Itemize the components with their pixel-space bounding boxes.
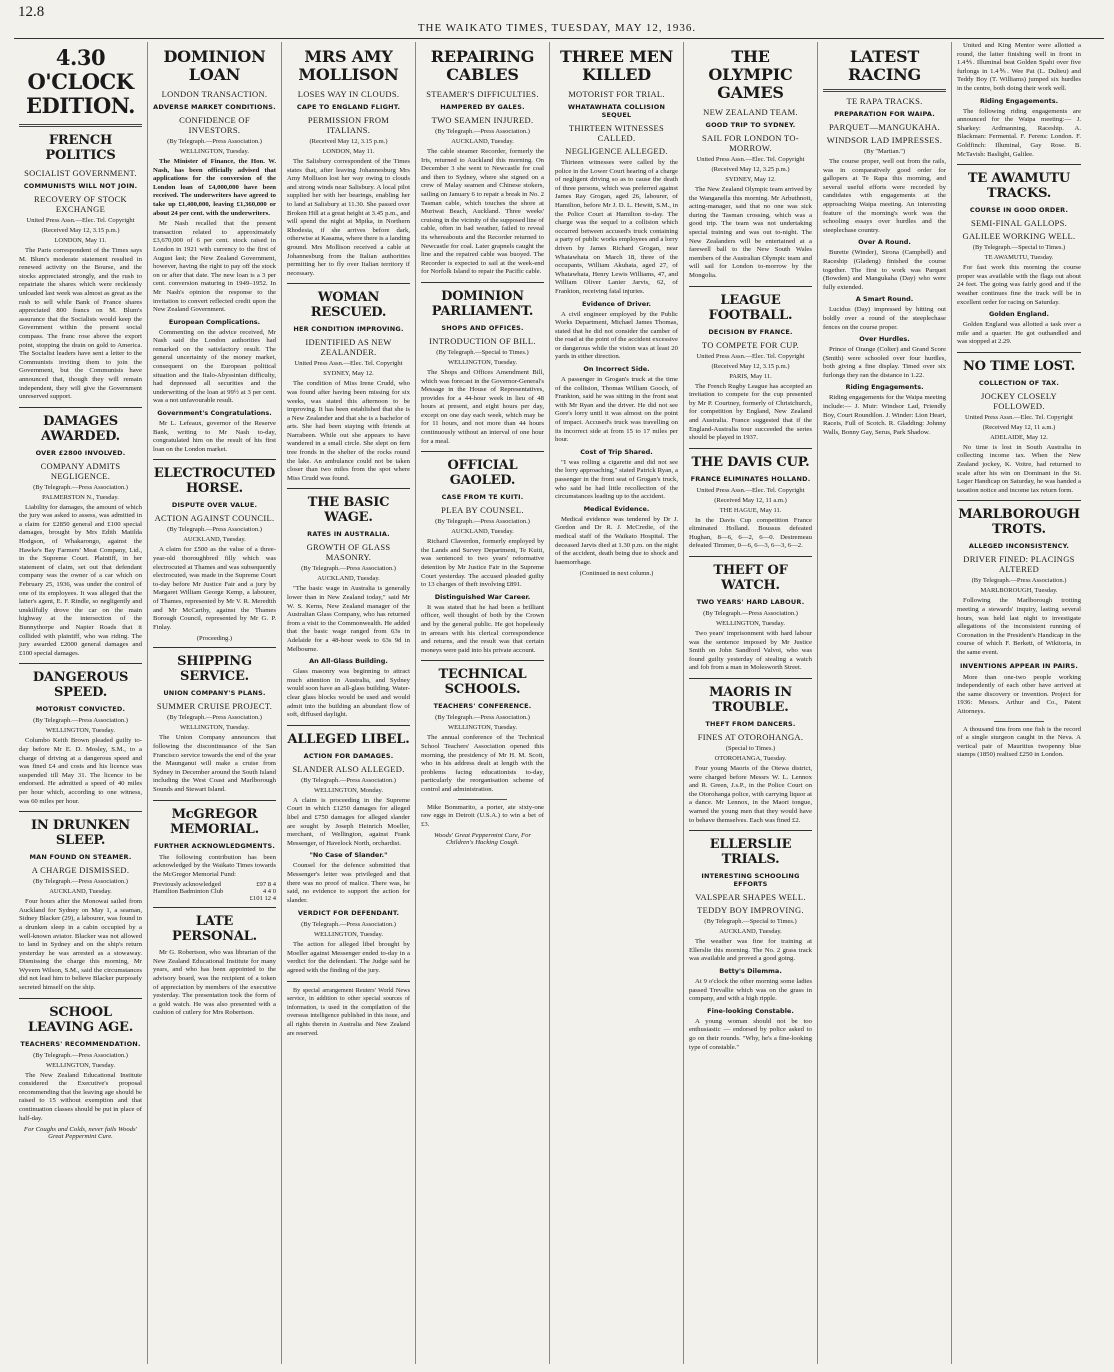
divider: [153, 647, 276, 648]
divider: [287, 981, 410, 982]
riding-body: The following riding engagements are announced for the Waipa meeting:— J. Sharkey: Ardmanning, Raceship. A. Blackman: Fermental. F. Ferens: London. F. Goldfinch: Illuminal, Gay Rose. B. McTavish: Baslight, Galilee.: [957, 107, 1081, 158]
killed-body-4: "I was rolling a cigarette and did not see the lorry approaching," stated Patrick Ryan, a passenger in the front seat of Grogan's truck, who said he had little recollection of the circumstances leading up to the accident.: [555, 458, 678, 501]
shipping-byline: (By Telegraph.—Press Association.): [167, 714, 262, 722]
libel-byline: (By Telegraph.—Press Association.): [301, 776, 396, 784]
league-dateline: PARIS, May 11.: [729, 372, 772, 380]
cables-dateline: AUCKLAND, Tuesday.: [451, 138, 514, 145]
drunken-dateline: AUCKLAND, Tuesday.: [49, 888, 112, 896]
inventions-subhead: INVENTIONS APPEAR IN PAIRS.: [959, 661, 1079, 670]
divider: [689, 448, 812, 449]
marlborough-byline: (By Telegraph.—Press Association.): [971, 577, 1067, 585]
gaoled-byline: (By Telegraph.—Press Association.): [435, 518, 530, 526]
maoris-dateline: OTOROHANGA, Tuesday.: [714, 755, 787, 763]
killed-subhead-medical: Medical Evidence.: [583, 504, 650, 513]
te-awamutu-subhead-4: Golden England.: [988, 310, 1050, 319]
basic-subhead-3: An All-Glass Building.: [309, 657, 388, 666]
electro-subhead-1: DISPUTE OVER VALUE.: [171, 501, 258, 510]
mollison-received: (Received May 12, 3.15 p.m.): [309, 138, 388, 145]
dominion-loan-headline: DOMINION LOAN: [163, 47, 266, 84]
ellerslie-subhead-5: Fine-looking Constable.: [707, 1006, 794, 1015]
school-dateline: WELLINGTON, Tuesday.: [46, 1061, 115, 1069]
damages-subhead-1: OVER £2800 INVOLVED.: [35, 448, 126, 457]
column-7: [818, 42, 952, 1364]
divider: [689, 286, 812, 287]
french-politics-headline: FRENCH POLITICS: [45, 133, 116, 163]
basic-subhead-1: RATES IN AUSTRALIA.: [307, 530, 390, 539]
technical-schools-headline: TECHNICAL SCHOOLS.: [438, 667, 527, 698]
ellerslie-body-3: A young woman should not be too enthusiastic — endorsed by police asked to go on their rounds. "Why, he's a fine-looking type of constable.": [689, 1017, 812, 1051]
divider: [957, 500, 1081, 501]
killed-subhead-cost: Cost of Trip Shared.: [580, 447, 653, 456]
te-awamutu-byline: (By Telegraph.—Special to Times.): [972, 244, 1066, 252]
divider: [287, 283, 410, 284]
killed-subhead-2: WHATAWHATA COLLISION SEQUEL: [567, 103, 666, 119]
ellerslie-byline: (By Telegraph.—Special to Times.): [704, 918, 797, 926]
no-time-subhead-2: JOCKEY CLOSELY FOLLOWED.: [981, 390, 1057, 411]
column-4: [416, 42, 550, 1364]
drunken-byline: (By Telegraph.—Press Association.): [33, 878, 128, 886]
technical-subhead: TEACHERS' CONFERENCE.: [433, 702, 532, 711]
theft-body: Two years' imprisonment with hard labour was the sentence imposed by Mr Justice Smith on John Sandford Valvoi, who was found guilty yesterday of stealing a watch and fob from a man in Molesworth Street.: [689, 630, 812, 672]
te-awamutu-body: For fast work this morning the course proper was available with the flags out about 24 feet. The going was fairly good and if the weather continues fine the track will be in excellent order for racing on Saturday.: [957, 264, 1081, 306]
te-rapa-subhead-smart: A Smart Round.: [855, 295, 914, 304]
french-credit: United Press Assn.—Elec. Tel. Copyright: [26, 217, 135, 224]
damages-byline: (By Telegraph.—Press Association.): [33, 483, 128, 491]
league-received: (Received May 12, 3.15 p.m.): [711, 362, 790, 370]
te-rapa-subhead-1: PREPARATION FOR WAIPA.: [834, 110, 935, 118]
shipping-body: The Union Company announces that following the discontinuance of the San Francisco service towards the end of the year the Maunganui will make a cruise from Sydney in December around the South Island including the West Coast and Marlborough Sounds and Stewart Island.: [153, 734, 276, 793]
racing-rule: [823, 89, 946, 92]
inventions-body: More than one-two people working independently of each other have arrived at the same discovery or invention. Project for 1936: Messrs. Arthur and Co., Patent Attorneys.: [957, 673, 1081, 715]
marlborough-subhead-2: DRIVER FINED: PLACINGS ALTERED: [963, 554, 1075, 575]
league-credit: United Press Assn.—Elec. Tel. Copyright: [696, 352, 805, 360]
technical-dateline: WELLINGTON, Tuesday.: [448, 724, 517, 732]
killed-subhead-4: NEGLIGENCE ALLEGED.: [565, 146, 668, 156]
loan-body: Mr Nash recalled that the present transaction related to approximately £3,670,000 of 6 per cent. stock raised in London in 1921 with currency to the first of August last; the New Zealand Government, however, having the right to pay off the stock on or after that date. The new loan is a 3 per cent. conversion maturing in 1949–1952. In Mr Nash's opinion the response to the invitation to convert reflected credit upon the New Zealand Government.: [153, 220, 276, 314]
olympic-body: The New Zealand Olympic team arrived by the Wanganella this morning. Mr Arbuthnott, acting-manager, said that no one was sick during the Tasman crossing, which was a good trip. The team was not undertaking special training and was out to-night. The New Zealanders will be entertained at a farewell ball to the New South Wales members of the Australian Olympic team and will sail for London to-morrow by the Mongolia.: [689, 186, 812, 279]
libel-subhead-2: SLANDER ALSO ALLEGED.: [292, 763, 405, 774]
personal-body: Mr G. Robertson, who was librarian of the New Zealand Educational Institute for many years, and who has been appointed to the advisory board, was the recipient of a token of appreciation by members of the executive yesterday. The presentation took the form of a gold watch. He was also presented with a cushion of cutlery for Mrs Robertson.: [153, 949, 276, 1017]
dangerous-body: Columbo Keith Brown pleaded guilty to-day before Mr E. D. Mosley, S.M., to a charge of driving at a dangerous speed and was fined £4 and costs and his licence was suspended till May 31. The licence to be endorsed. He admitted a speed of 40 miles per hour which, according to one witness, was 60 miles per hour.: [19, 737, 142, 805]
divider: [19, 998, 142, 999]
libel-subhead-4: VERDICT FOR DEFENDANT.: [297, 909, 400, 918]
te-awamutu-dateline: TE AWAMUTU, Tuesday.: [984, 254, 1054, 262]
loan-subhead-congrats: Government's Congratulations.: [157, 409, 272, 418]
gaoled-body-2: It was stated that he had been a brilliant officer, well thought of both by the Crown and by the general public. He got hopelessly in arrears with his clerical correspondence and returns, and the result was that certain moneys were paid into his private account.: [421, 603, 544, 654]
loan-dateline: WELLINGTON, Tuesday.: [180, 148, 249, 155]
sturgeon-body: A thousand tins from one fish is the record of a single sturgeon caught in the Neva. A vertical pair of Mauritius twopenny blue stamps (1850) realised £250 in London.: [957, 725, 1081, 759]
theft-dateline: WELLINGTON, Tuesday.: [716, 620, 785, 628]
electro-proceeding: (Proceeding.): [196, 635, 233, 643]
cables-headline: REPAIRING CABLES: [430, 47, 535, 84]
french-received: (Received May 12, 3.15 p.m.): [41, 227, 120, 234]
masthead: [0, 0, 1114, 40]
theft-byline: (By Telegraph.—Press Association.): [703, 610, 798, 618]
loan-subhead-european: European Complications.: [168, 317, 261, 326]
killed-body-3: A passenger in Grogan's truck at the time of the collision, Thomas William Gooch, of Frankton, said he was sitting in the front seat with Mr Ryan and the driver. He did not see Gore's lorry until it was almost on the point of impact. Accused's truck was travelling on its incorrect side at from 15 to 17 miles per hour.: [555, 376, 678, 444]
damages-body: Liability for damages, the amount of which the jury was asked to assess, was admitted in a claim for £2850 general and £100 special damages, brought by Mrs Edith Matilda Hodgson, of Whakarongo, against the Hawke's Bay Farmers' Meat Company, Ltd., in the Supreme Court. Plaintiff, in her statement of claim, set out that defendant company was the owner of a car which on February 25, 1936, was under the control of one of its employees. It was alleged that the latter's agent, E. F. Rindle, so negligently and unskilfully drove the car on the main highway at the intersection of the Bunnythorpe and Napier Roads that it collided with plaintiff, who was riding. The jury awarded £2000 general damages and £100 special damages.: [19, 503, 142, 657]
memorial-row: Previously acknowledged £97 8 4: [153, 881, 276, 889]
loan-subhead-1: LONDON TRANSACTION.: [161, 89, 268, 99]
late-personal-headline: LATE PERSONAL.: [171, 914, 258, 945]
drunken-subhead-2: A CHARGE DISMISSED.: [31, 865, 130, 876]
alleged-libel-headline: ALLEGED LIBEL.: [287, 731, 410, 747]
cables-byline: (By Telegraph.—Press Association.): [435, 128, 530, 135]
electro-body: A claim for £500 as the value of a three-year-old thoroughbred filly which was electrocuted at Thames and was subsequently electrocuted, was made in the Supreme Court to-day before Mr Justice Fair and a jury by Margaret William George Kemp, a labourer, of Thames, represented by Mr V. R. Meredith and Mr McCarthy, against the Thames Borough Council, represented by Mr G. P. Finlay.: [153, 546, 276, 631]
maoris-body: Four young Maoris of the Otewa district, were charged before Messrs W. L. Lennox and R. Green, J.s.P., in the Police Court on the Otorohanga police, with carrying liquor at a dance. Mr Lennox, in the Maori tongue, warned the young men that they would have to behave themselves. Each was fined £2.: [689, 765, 812, 824]
eggs-paragraph: Mike Bommarito, a porter, ate sixty-one raw eggs in Detroit (U.S.A.) to win a bet of £3.: [421, 803, 544, 828]
te-rapa-subhead-hurdles: Over Hurdles.: [859, 335, 910, 344]
electro-subhead-2: ACTION AGAINST COUNCIL.: [154, 513, 275, 524]
ellerslie-dateline: AUCKLAND, Tuesday.: [719, 928, 782, 936]
olympic-subhead-1: NEW ZEALAND TEAM.: [703, 107, 798, 117]
french-dateline: LONDON, May 11.: [54, 237, 107, 244]
loan-byline: (By Telegraph.—Press Association.): [167, 138, 262, 145]
memorial-total: £101 12 4: [249, 895, 276, 903]
maoris-subhead-2: FINES AT OTOROHANGA.: [697, 732, 804, 743]
mollison-dateline: LONDON, May 11.: [322, 148, 375, 155]
te-awamutu-body-2: Golden England was allotted a task over a mile and a quarter. He got outhandled and was stopped at 2.29.: [957, 321, 1081, 346]
loan-body-2: Commenting on the advice received, Mr Nash said the London authorities had remarked on the satisfactory result. The general uncertainty of the money market, consequent on the European political situation and the Italo-Abyssinian difficulty, had depressed all securities and the underwriting of the loan at 99½ at 3 per cent. was a not unfavourable result.: [153, 328, 276, 405]
masthead-title: THE WAIKATO TIMES, TUESDAY, MAY 12, 1936.: [417, 22, 697, 34]
te-rapa-subhead-round: Over A Round.: [858, 238, 911, 247]
loan-subhead-2: ADVERSE MARKET CONDITIONS.: [153, 103, 276, 111]
reuters-notice: By special arrangement Reuters' World News service, in addition to other special sources of information, is used in the compilation of the overseas intelligence published in this issue, and all rights therein in Australia and New Zealand are reserved.: [287, 986, 410, 1037]
ellerslie-body-2: At 9 o'clock the other morning some ladies passed Trevallie which was on the grass in company, and with a high ripple.: [689, 977, 812, 1003]
maoris-subhead-1: THEFT FROM DANCERS.: [705, 720, 796, 729]
cables-body: The cable steamer Recorder, formerly the Iris, returned to Auckland this morning. On December 3 she went to Newcastle for coal and then to Sydney, where she signed on a crew of Malay seamen and Chinese stokers, sailing on January 6 to repair a break in No. 2 Tasman cable, which touches the shore at Muriwai Beach, Auckland. Three weeks' cruising in the vicinity of the supposed line of cable, often in bad weather, failed to reveal its whereabouts and the Recorder returned to Newcastle for coal. Later grapnels caught the line and the repaired cable was buoyed. The Recorder is expected to sail at the week-end for Norfolk Island to repair the Pacific cable.: [421, 148, 544, 276]
te-rapa-body-5: Riding engagements for the Waipa meeting include:— J. Muir: Windsor Lad, Friendly Boy, Court Roundilon. J. Winder: Lion Heart, Raceis, Full of Scotch. R. Gladding: Johnny Walls, Bonny Gay, Serus, Park Shadow.: [823, 394, 946, 436]
maoris-headline: MAORIS IN TROUBLE.: [709, 685, 792, 716]
page-folio: 12.8: [18, 4, 45, 20]
cables-subhead-3: TWO SEAMEN INJURED.: [431, 115, 534, 125]
electro-dateline: AUCKLAND, Tuesday.: [183, 536, 246, 544]
league-body: The French Rugby League has accepted an invitation to compete for the cup presented by Mr P. Courtney, formerly of Christchurch, for competition by England, New Zealand and Australia. France suggested that if the England-Australia tour succeeded the series should be played in 1937.: [689, 382, 812, 442]
woman-dateline: SYDNEY, May 12.: [323, 370, 374, 378]
memorial-table: [153, 881, 276, 902]
te-rapa-subhead-2: PARQUET—MANGUKAHA.: [828, 122, 941, 132]
te-awamutu-headline: TE AWAMUTU TRACKS.: [967, 171, 1071, 202]
divider: [153, 907, 276, 908]
olympic-credit: United Press Assn.—Elec. Tel. Copyright: [696, 156, 805, 163]
te-rapa-body: The course proper, well out from the rails, was in comparatively good order for gallopers at Te Rapa this morning, and several useful efforts were recorded by candidates with engagements at the approaching Waipa meeting. An interesting feature of the morning's work was the schooling essays over hurdles and the steeplechase country.: [823, 158, 946, 234]
woman-rescued-headline: WOMAN RESCUED.: [310, 290, 387, 321]
league-subhead-1: DECISION BY FRANCE.: [708, 327, 793, 336]
column-3: [282, 42, 416, 1364]
column-5: [550, 42, 684, 1364]
davis-credit: United Press Assn.—Elec. Tel. Copyright: [696, 486, 805, 494]
libel-body: A claim is proceeding in the Supreme Court in which £1250 damages for alleged libel and £750 damages for alleged slander are sought by Joseph Heinrich Moeller, merchant, of Wellington, against Frank Messenger, of Havelock North, orchardist.: [287, 796, 410, 847]
te-awamutu-subhead-1: COURSE IN GOOD ORDER.: [969, 206, 1069, 215]
olympic-subhead-2: GOOD TRIP TO SYDNEY.: [705, 121, 796, 129]
no-time-lost-headline: NO TIME LOST.: [962, 358, 1076, 374]
french-subhead-3: RECOVERY OF STOCK EXCHANGE: [34, 194, 127, 214]
parliament-dateline: WELLINGTON, Tuesday.: [448, 358, 517, 366]
parliament-body: The Shops and Offices Amendment Bill, which was forecast in the Governor-General's Message in the House of Representatives, provides for a 44-hour week in lieu of 48 hours at present, and eight hours per day, except on one day each week, which may be for 11 hours, and not more than 44 hours continuously without an interval of one hour for a meal.: [421, 368, 544, 445]
mollison-subhead-2: CAPE TO ENGLAND FLIGHT.: [296, 103, 401, 111]
basic-subhead-2: GROWTH OF GLASS MASONRY.: [306, 542, 391, 563]
latest-racing-headline: LATEST RACING: [847, 47, 922, 84]
ellerslie-subhead-4: Betty's Dilemma.: [719, 966, 782, 975]
ellerslie-subhead-1: INTERESTING SCHOOLING EFFORTS: [701, 872, 800, 889]
ellerslie-subhead-3: TEDDY BOY IMPROVING.: [697, 905, 804, 916]
olympic-dateline: SYDNEY, May 12.: [725, 176, 776, 183]
te-rapa-body-2: Burette (Winder), Sirona (Campbell) and Raceship (Gladeng) finished the course together. The first to work was Parquet (Bowden) and Mangukaha (Day) who were fully extended.: [823, 249, 946, 291]
continued-note: (Continued in next column.): [579, 570, 654, 578]
libel-byline-2: (By Telegraph.—Press Association.): [301, 921, 396, 929]
shipping-dateline: WELLINGTON, Tuesday.: [180, 724, 249, 732]
te-rapa-headline: TE RAPA TRACKS.: [846, 96, 923, 106]
basic-body-2: Glass masonry was beginning to attract much attention in Australia, and Sydney would soon have an all-glass building. Water-clear glass blocks would be used and would admit into the building an abundant flow of soft, diffused daylight.: [287, 668, 410, 719]
memorial-row: Hamilton Badminton Club 4 4 0: [153, 888, 276, 896]
school-leaving-headline: SCHOOL LEAVING AGE.: [27, 1004, 134, 1035]
no-time-body: No time is lost in South Australia in collecting income tax. When the New Zealand jockey, K. Voitre, had returned to scale after his win on Dominant in the St. Leger Handicap on Saturday, he was handed a taxation notice and income tax return form.: [957, 443, 1081, 494]
woman-subhead-2: IDENTIFIED AS NEW ZEALANDER.: [305, 337, 392, 358]
davis-body: In the Davis Cup competition France eliminated Holland. Boussus defeated Hughan, 8—6, 6—2, 6—0. Destremeau defeated Timmer, 0—6, 6—3, 6—3, 6—2.: [689, 516, 812, 550]
ellerslie-subhead-2: VALSPEAR SHAPES WELL.: [695, 892, 806, 903]
column-1: [14, 42, 148, 1364]
gaoled-dateline: AUCKLAND, Tuesday.: [451, 528, 514, 536]
columns: [14, 42, 1104, 1364]
mollison-body: The Salisbury correspondent of the Times states that, after leaving Johannesburg Mrs Amy Mollison lost her way owing to clouds and strong winds near Salisbury. A local pilot supplied her with her bearings, enabling her to land at Salisbury at 11.30. She passed over Broken Hill at a great height at 3.45 p.m., and will spend the night at Mpika, in Northern Rhodesia, if she arrives before dark, otherwise at Kasama, where there is a landing ground. Mrs Mollison received a cable at Johannesburg from the Italian authorities permitting her to fly over Italian territory if necessary.: [287, 158, 410, 277]
school-subhead: TEACHERS' RECOMMENDATION.: [20, 1039, 141, 1048]
gaoled-subhead-2: PLEA BY COUNSEL.: [441, 505, 524, 516]
school-body: The New Zealand Educational Institute considered the Executive's proposal recommending that the leaving age should be raised to 15 without exemption and that continuation classes should be put in place of half-day.: [19, 1071, 142, 1122]
davis-received: (Received May 12, 11 a.m.): [714, 496, 787, 504]
shipping-headline: SHIPPING SERVICE.: [177, 654, 252, 685]
electrocuted-horse-headline: ELECTROCUTED HORSE.: [153, 466, 276, 497]
basic-dateline: AUCKLAND, Tuesday.: [317, 575, 380, 583]
te-awamutu-subhead-3: GALILEE WORKING WELL.: [962, 231, 1076, 242]
parliament-subhead-1: SHOPS AND OFFICES.: [441, 323, 524, 332]
maoris-byline: (Special to Times.): [725, 745, 776, 753]
woman-body: The condition of Miss Irene Crudd, who was found after having been missing for six weeks, was stated this afternoon to be improving. It has been established that she is a New Zealander and that she is a bachelor of arts. She had been staying with friends at Narrabeen. While out she appears to have wandered in a small circle. She slept on fern tree fronds in the shelter of the rocks round the lake. An ambulance could not be taken closer than two miles from the spot where Miss Crudd was found.: [287, 380, 410, 482]
memorial-subhead: FURTHER ACKNOWLEDGMENTS.: [153, 841, 276, 850]
technical-body: The annual conference of the Technical School Teachers' Association opened this morning, the presidency of Mr H. M. Scott, who in his address dealt at length with the problems facing educationists to-day, particularly the reorganisation scheme of control and administration.: [421, 734, 544, 793]
basic-byline: (By Telegraph.—Press Association.): [301, 565, 396, 573]
league-subhead-2: TO COMPETE FOR CUP.: [701, 339, 800, 350]
killed-subhead-3: THIRTEEN WITNESSES CALLED.: [568, 123, 665, 143]
three-men-killed-headline: THREE MEN KILLED: [559, 47, 673, 84]
league-headline: LEAGUE FOOTBALL.: [708, 292, 793, 323]
ellerslie-headline: ELLERSLIE TRIALS.: [709, 837, 792, 868]
no-time-subhead-1: COLLECTION OF TAX.: [978, 378, 1060, 387]
mollison-subhead-1: LOSES WAY IN CLOUDS.: [297, 89, 400, 99]
column-8: [952, 42, 1086, 1364]
divider: [994, 721, 1044, 722]
basic-wage-headline: THE BASIC WAGE.: [307, 495, 390, 526]
marlborough-body: Following the Marlborough trotting meeting a stewards' inquiry, lasting several hours, was held last night to investigate allegations of the inconsistent running of Coronation in the President's Handicap in the course of which F. Berkett, of Wikitoria, in the same event.: [957, 597, 1081, 656]
davis-subhead: FRANCE ELIMINATES HOLLAND.: [690, 474, 811, 483]
divider: [19, 663, 142, 664]
divider: [957, 164, 1081, 165]
damages-dateline: PALMERSTON N., Tuesday.: [42, 493, 119, 501]
divider: [19, 811, 142, 812]
column-2: [148, 42, 282, 1364]
racing-continued-body: United and King Mentor were allotted a round, the latter finishing well in front in 1.4⅘. Illuminal beat Golden Spahi over five furlongs in 1.4⅗. Wee Pat (L. Dulieu) and Teddy Boy (T. Williams) jumped six hurdles in the centre, both doing their work well.: [957, 42, 1081, 92]
french-subhead-1: SOCIALIST GOVERNMENT.: [24, 168, 137, 178]
peppermint-ad: For Coughs and Colds, never fails Woods' Great Peppermint Cure.: [23, 1126, 138, 1141]
loan-body-3: Mr L. Lefeaux, governor of the Reserve Bank, writing to Mr Nash to-day, congratulated him on the result of his first loan on the London market.: [153, 420, 276, 453]
libel-dateline: WELLINGTON, Monday.: [314, 786, 383, 794]
killed-body-2: A civil engineer employed by the Public Works Department, Michael James Thomas, stated that he did not consider the camber of the road at the point of the accident excessive or dangerous while the vision was at least 20 yards in either direction.: [555, 310, 678, 361]
marlborough-headline: MARLBOROUGH TROTS.: [958, 507, 1080, 538]
drunken-sleep-headline: IN DRUNKEN SLEEP.: [31, 818, 130, 849]
killed-subhead-incorrect: On Incorrect Side.: [583, 365, 650, 374]
gaoled-subhead-3: Distinguished War Career.: [434, 592, 531, 601]
gaoled-subhead-1: CASE FROM TE KUITI.: [441, 493, 524, 502]
libel-body-3: The action for alleged libel brought by Moeller against Messenger ended to-day in a verdict for the defendant. The Judge said he agreed with the finding of the jury.: [287, 941, 410, 975]
divider: [153, 800, 276, 801]
te-rapa-subhead-riding: Riding Engagements.: [845, 383, 924, 392]
dangerous-dateline: WELLINGTON, Tuesday.: [46, 727, 115, 735]
column-6: [684, 42, 818, 1364]
theft-subhead: TWO YEARS' HARD LABOUR.: [696, 598, 805, 607]
no-time-received: (Received May 12, 11 a.m.): [982, 423, 1056, 431]
edition-banner: 4.30 O'CLOCK EDITION.: [26, 45, 135, 118]
mollison-subhead-3: PERMISSION FROM ITALIANS.: [307, 115, 390, 135]
te-rapa-byline: (By "Martian."): [863, 148, 906, 155]
te-rapa-subhead-3: WINDSOR LAD IMPRESSES.: [826, 135, 943, 145]
loan-subhead-3: CONFIDENCE OF INVESTORS.: [179, 115, 250, 135]
libel-body-2: Counsel for the defence submitted that Messenger's letter was privileged and that there was no proof of malice. There was, he said, no evidence to support the action for slander.: [287, 862, 410, 904]
drunken-body: Four hours after the Monowai sailed from Auckland for Sydney on May 1, a seaman, Sidney Blacker (29), a labourer, was found in a drunken sleep in a cabin occupied by a well-known aviator. Blacker was not allowed to land in Sydney and on the ship's return yesterday he was arrested as a stowaway. Dismissing the charge this morning, Mr Wyvern Wilson, S.M., said the circumstances did not lead him to believe Blacker purposely secreted himself on the ship.: [19, 898, 142, 992]
theft-watch-headline: THEFT OF WATCH.: [713, 563, 788, 594]
no-time-dateline: ADELAIDE, May 12.: [990, 433, 1048, 441]
divider: [689, 556, 812, 557]
cables-subhead-1: STEAMER'S DIFFICULTIES.: [426, 89, 539, 99]
parliament-subhead-2: INTRODUCTION OF BILL.: [429, 335, 536, 346]
parliament-headline: DOMINION PARLIAMENT.: [431, 288, 534, 319]
ellerslie-body: The weather was fine for training at Ellerslie this morning. The No. 2 grass track was available and proved a good going.: [689, 938, 812, 963]
shipping-subhead-1: UNION COMPANY'S PLANS.: [163, 689, 266, 698]
killed-subhead-1: MOTORIST FOR TRIAL.: [568, 89, 665, 99]
divider: [458, 799, 507, 800]
shipping-subhead-2: SUMMER CRUISE PROJECT.: [156, 701, 273, 712]
cables-subhead-2: HAMPERED BY GALES.: [440, 103, 525, 111]
divider: [153, 459, 276, 460]
damages-headline: DAMAGES AWARDED.: [40, 413, 120, 444]
divider: [287, 725, 410, 726]
drunken-subhead-1: MAN FOUND ON STEAMER.: [29, 853, 132, 862]
electro-byline: (By Telegraph.—Press Association.): [167, 526, 262, 534]
marlborough-subhead-1: ALLEGED INCONSISTENCY.: [968, 542, 1070, 551]
davis-cup-headline: THE DAVIS CUP.: [691, 454, 810, 470]
technical-byline: (By Telegraph.—Press Association.): [435, 714, 530, 722]
mollison-headline: MRS AMY MOLLISON: [298, 47, 399, 84]
basic-body: "The basic wage in Australia is generally lower than in New Zealand today," said Mr W. S. Kerns, New Zealand manager of the Australian Glass Company, who has returned from a visit to the Commonwealth. He added that the basic wage ranged from 63s in Adelaide for a 48-hour week to 63s 9d in Melbourne.: [287, 585, 410, 653]
gaoled-body: Richard Claverdon, formerly employed by the Lands and Survey Department, Te Kuiti, was sentenced to two years' reformative detention by Mr Justice Fair in the Supreme Court yesterday. The accused pleaded guilty to 13 charges of theft involving £891.: [421, 538, 544, 589]
davis-dateline: THE HAGUE, May 11.: [719, 506, 782, 514]
killed-body: Thirteen witnesses were called by the police in the Lower Court hearing of a charge of negligent driving so as to cause the death of three persons, which was preferred against James Ray Grogan, aged 26, labourer, of Hamilton, before Mr J. D. L. Hewitt, S.M., in the Police Court at Hamilton to-day. The charge was the sequel to a collision which occurred between accused's truck containing a party of public works employees and a lorry driven by James Richard Grogan, near Whatawhata on March 18, three of the occupants, William Akuhata, aged 27, of Whatawhata, Henry Lewis Williams, 47, and William Oliver Lanier Jarvis, 62, of Frankton, receiving fatal injuries.: [555, 159, 678, 295]
school-byline: (By Telegraph.—Press Association.): [33, 1051, 128, 1059]
divider: [19, 407, 142, 408]
libel-subhead-1: ACTION FOR DAMAGES.: [303, 751, 394, 760]
french-subhead-2: COMMUNISTS WILL NOT JOIN.: [23, 182, 138, 190]
killed-subhead-driver: Evidence of Driver.: [582, 299, 651, 308]
libel-dateline-2: WELLINGTON, Tuesday.: [314, 931, 383, 939]
divider: [689, 678, 812, 679]
divider: [421, 282, 544, 283]
divider: [421, 660, 544, 661]
loan-lead: The Minister of Finance, the Hon. W. Nash, has been officially advised that applications for the conversion of the London loan of £4,000,000 have been received. The underwriters have agreed to take up £1,400,000, leaving £1,360,000 or about 24 per cent. with the underwriters.: [153, 158, 276, 217]
no-time-credit: United Press Assn.—Elec. Tel. Copyright: [965, 413, 1073, 421]
libel-subhead-3: "No Case of Slander.": [309, 851, 388, 860]
peppermint-ad: Woods' Great Peppermint Cure, For Children's Hacking Cough.: [433, 832, 532, 847]
divider: [957, 352, 1081, 353]
dangerous-subhead: MOTORIST CONVICTED.: [35, 705, 126, 714]
woman-credit: United Press Assn.—Elec. Tel. Copyright: [294, 360, 403, 368]
woman-subhead-1: HER CONDITION IMPROVING.: [293, 325, 404, 334]
olympic-subhead-3: SAIL FOR LONDON TO-MORROW.: [702, 133, 799, 153]
dangerous-byline: (By Telegraph.—Press Association.): [33, 717, 128, 725]
riding-subhead: Riding Engagements.: [979, 96, 1059, 105]
divider: [287, 488, 410, 489]
parliament-byline: (By Telegraph.—Special to Times.): [436, 348, 529, 356]
masthead-rule: [14, 38, 1104, 39]
french-body: The Paris correspondent of the Times says M. Blum's moderate statement resulted in renewed activity on the Bourse, and the stocks appreciated strongly, and the rush to repatriate the shares which were recklessly unloaded last week was almost as great as the rush to sell while Bank of France shares appreciated 800 francs on M. Blum's assurance that the Socialists would keep the Government within the present social compass. The franc rose above the export point, stopping the drain on gold to America. The Socialist leaders have sent a letter to the Communists inviting them to join the Government, but the Communists have announced that, though they will remain independent, they will give the Government unreserved support.: [19, 247, 142, 401]
banner-rule: [19, 124, 142, 127]
olympic-received: (Received May 12, 3.25 p.m.): [711, 166, 790, 173]
marlborough-dateline: MARLBOROUGH, Tuesday.: [980, 587, 1058, 595]
official-gaoled-headline: OFFICIAL GAOLED.: [447, 458, 518, 489]
damages-subhead-2: COMPANY ADMITS NEGLIGENCE.: [40, 460, 121, 481]
dangerous-speed-headline: DANGEROUS SPEED.: [32, 670, 129, 701]
memorial-body: The following contribution has been acknowledged by the Waikato Times towards the McGregor Memorial Fund:: [153, 853, 276, 878]
killed-body-5: Medical evidence was tendered by Dr J. Gordon and Dr R. J. McCredie, of the medical staff of the Waikato Hospital. The deceased Jarvis died at 1.30 p.m. on the night of the accident, death being due to shock and haemorrhage.: [555, 515, 678, 566]
te-rapa-body-4: Prince of Orange (Colter) and Grand Score (Smith) were schooled over four hurdles, both giving a fine display. Timed over six furlongs they ran the distance in 1.22.: [823, 346, 946, 379]
te-rapa-body-3: Lucidus (Day) impressed by hitting out boldly over a round of the steeplechase fences on the course proper.: [823, 306, 946, 331]
memorial-headline: McGREGOR MEMORIAL.: [170, 806, 259, 837]
olympic-headline: THE OLYMPIC GAMES: [708, 47, 793, 102]
divider: [421, 451, 544, 452]
divider: [689, 830, 812, 831]
te-awamutu-subhead-2: SEMI-FINAL GALLOPS.: [970, 218, 1068, 229]
